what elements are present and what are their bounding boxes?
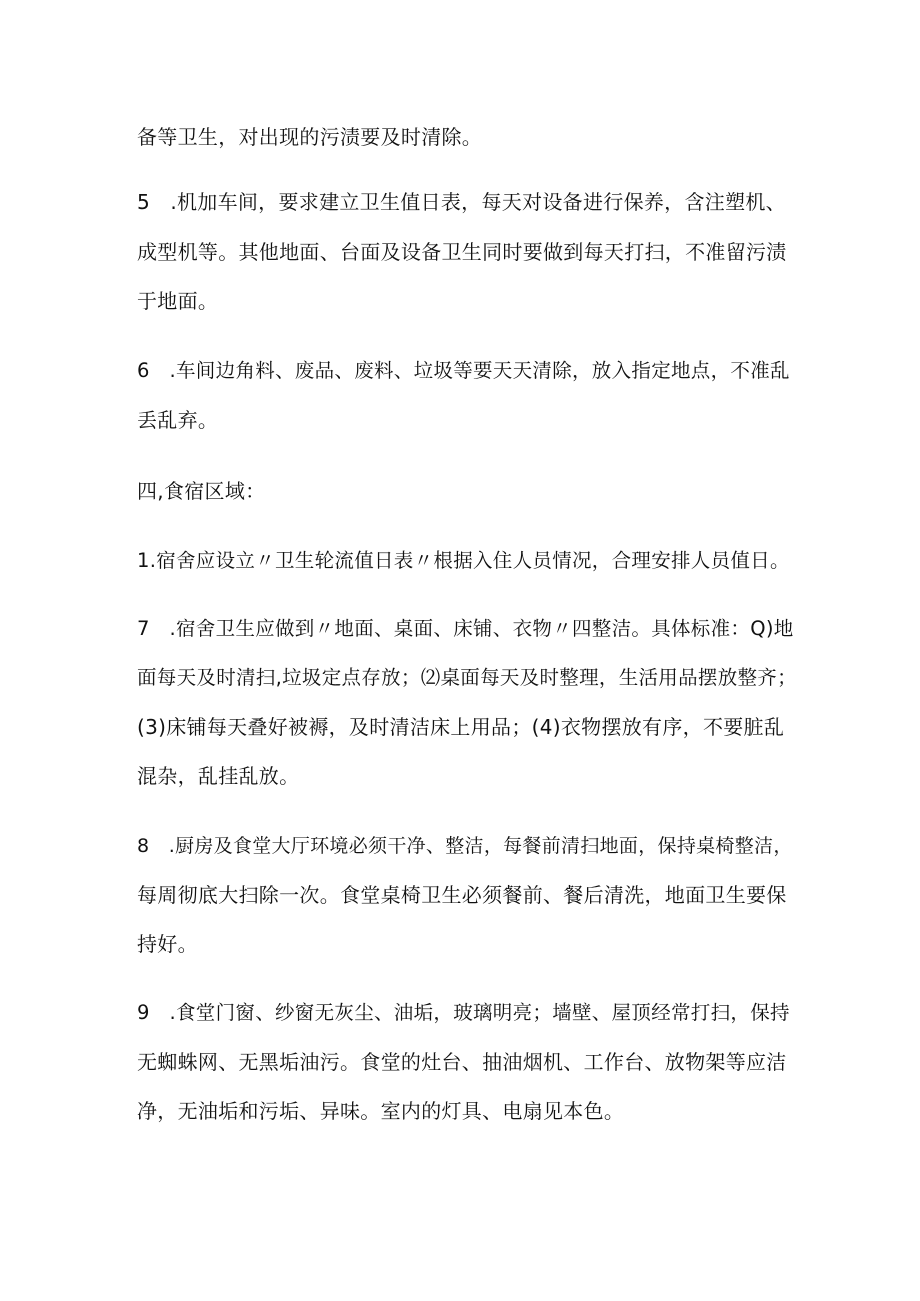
text-line: 净，无油垢和污垢、异味。室内的灯具、电扇见本色。 bbox=[137, 1099, 625, 1123]
section-heading: 四,食宿区域： bbox=[137, 479, 266, 503]
text-line: 每周彻底大扫除一次。食堂桌椅卫生必须餐前、餐后清洗，地面卫生要保 bbox=[137, 883, 787, 907]
text-line: 混杂，乱挂乱放。 bbox=[137, 764, 300, 788]
text-line: 6 .车间边角料、废品、废料、垃圾等要天天清除，放入指定地点，不准乱 bbox=[137, 359, 790, 382]
text-line: 丢乱弃。 bbox=[137, 408, 219, 432]
text-line: 9 .食堂门窗、纱窗无灰尘、油垢，玻璃明亮；墙壁、屋顶经常打扫，保持 bbox=[137, 1001, 790, 1024]
text-line: 无蜘蛛网、无黑垢油污。食堂的灶台、抽油烟机、工作台、放物架等应洁 bbox=[137, 1050, 787, 1074]
text-line: 1.宿舍应设立〃卫生轮流值日表〃根据入住人员情况，合理安排人员值日。 bbox=[137, 549, 790, 572]
text-line: 于地面。 bbox=[137, 289, 219, 313]
text-line: (3)床铺每天叠好被褥，及时清洁床上用品；(4)衣物摆放有序，不要脏乱 bbox=[137, 715, 785, 739]
text-line: 持好。 bbox=[137, 932, 198, 956]
text-line: 5 .机加车间，要求建立卫生值日表，每天对设备进行保养，含注塑机、 bbox=[137, 190, 786, 214]
text-line: 7 .宿舍卫生应做到〃地面、桌面、床铺、衣物〃四整洁。具体标准：Q)地 bbox=[137, 617, 794, 640]
text-line: 面每天及时清扫,垃圾定点存放；⑵桌面每天及时整理，生活用品摆放整齐； bbox=[137, 666, 797, 689]
text-line: 成型机等。其他地面、台面及设备卫生同时要做到每天打扫，不准留污渍 bbox=[137, 240, 787, 264]
text-line: 备等卫生，对出现的污渍要及时清除。 bbox=[137, 125, 483, 149]
text-line: 8 .厨房及食堂大厅环境必须干净、整洁，每餐前清扫地面，保持桌椅整洁， bbox=[137, 835, 793, 857]
